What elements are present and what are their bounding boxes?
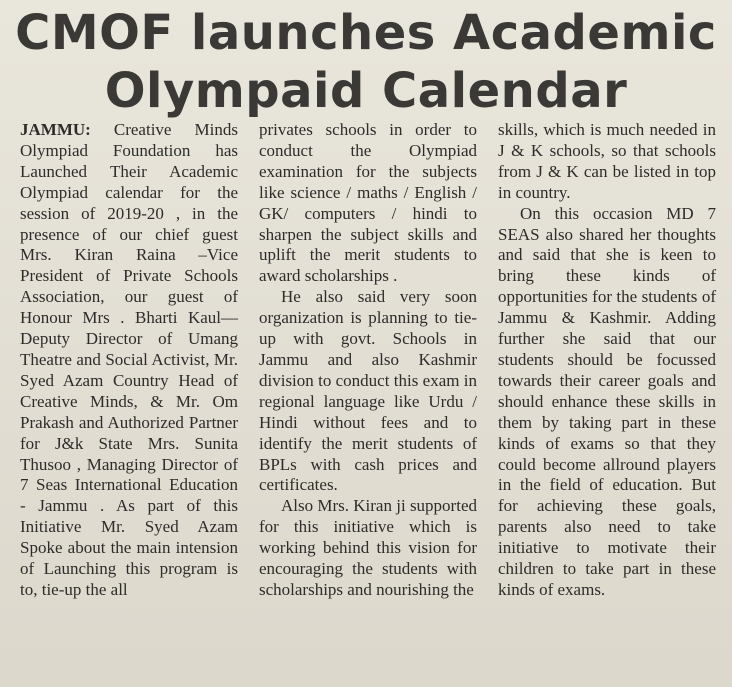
article-paragraph: privates schools in order to conduct the Olympiad examination for the subjects like science / maths / English / GK/ computers / hindi to sharpen the subject skills and uplift the merit students to award scholarships . <box>259 120 477 286</box>
dateline: JAMMU: <box>20 120 91 139</box>
article-column-1 <box>20 120 238 601</box>
headline-line-1: CMOF launches Academic <box>15 5 717 61</box>
article-column-3 <box>498 120 716 601</box>
article-paragraph: On this occasion MD 7 SEAS also shared her thoughts and said that she is keen to bring these kinds of opportunities for the students of Jammu & Kashmir. Adding further she said that our students should be focussed towards their career goals and should enhance these skills in them by taking part in these kinds of exams so that they could become allround players in the field of education. But for achieving these goals, parents also need to take initiative to motivate their children to take part in these kinds of exams. <box>498 203 716 599</box>
article-paragraph: Also Mrs. Kiran ji supported for this initiative which is working behind this vision for encouraging the students with scholarships and nourishing the <box>259 496 477 599</box>
headline <box>0 4 732 120</box>
article-column-2 <box>259 120 477 601</box>
headline-line-2: Olympaid Calendar <box>104 63 628 119</box>
article-paragraph: He also said very soon organization is planning to tie-up with govt. Schools in Jammu and also Kashmir division to conduct this exam in regional language like Urdu / Hindi without fees and to identify the merit students of BPLs with cash prices and certificates. <box>259 287 477 495</box>
article-paragraph <box>20 120 238 601</box>
column-1-text: Creative Minds Olympiad Foundation has Launched Their Academic Olympiad calendar for the session of 2019-20 , in the presence of our chief guest Mrs. Kiran Raina –Vice President of Private Schools Association, our guest of Honour Mrs . Bharti Kaul—Deputy Director of Umang Theatre and Social Activist, Mr. Syed Azam Country Head of Creative Minds, & Mr. Om Prakash and Authorized Partner for J&k State Mrs. Sunita Thusoo , Managing Director of 7 Seas International Education - Jammu . As part of this Initiative Mr. Syed Azam Spoke about the main intension of Launching this program is to, tie-up the all <box>20 120 238 599</box>
article-paragraph: skills, which is much needed in J & K schools, so that schools from J & K can be listed in top in country. <box>498 120 716 202</box>
